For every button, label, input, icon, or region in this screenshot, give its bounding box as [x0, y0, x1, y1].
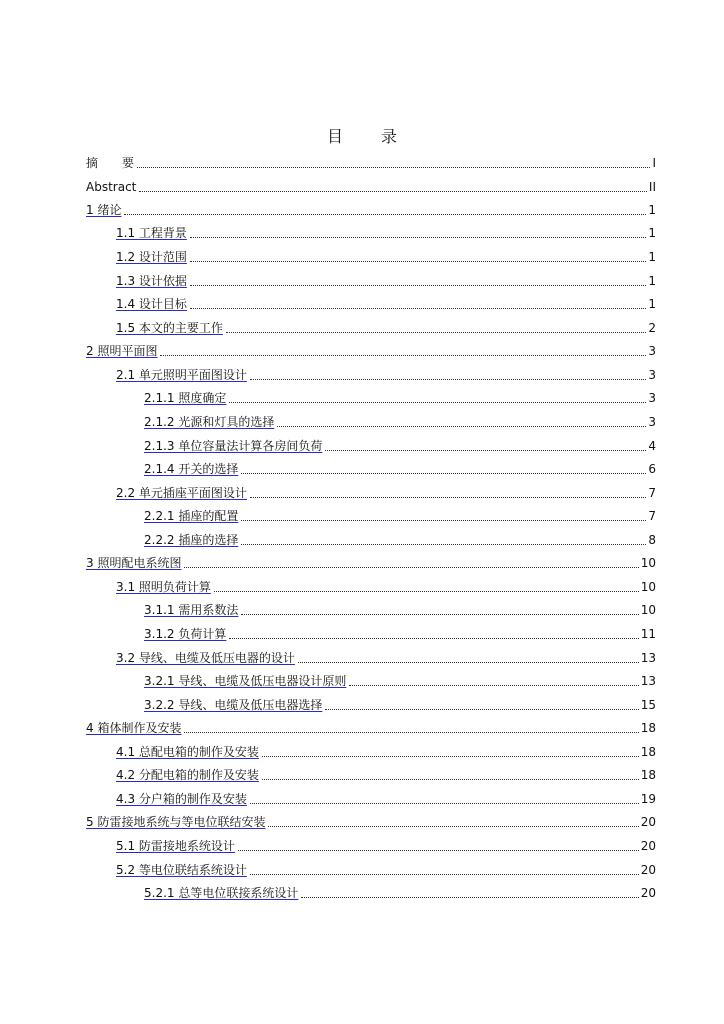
dot-leader	[325, 708, 638, 710]
dot-leader	[250, 378, 646, 380]
toc-entry-label: 2.2 单元插座平面图设计	[116, 486, 247, 500]
toc-entry-page: 18	[640, 768, 656, 782]
toc-entry-label: 1.2 设计范围	[116, 250, 187, 264]
toc-entry-label: 2.2.1 插座的配置	[144, 509, 239, 523]
toc-entry-page: II	[648, 180, 656, 194]
toc-entry-label: 2 照明平面图	[86, 344, 158, 358]
dot-leader	[277, 425, 646, 427]
toc-entry-page: 1	[648, 226, 656, 240]
toc-entry-page: 3	[648, 391, 656, 405]
toc-entry-4[interactable]	[86, 716, 656, 736]
toc-entry-4-3[interactable]	[116, 787, 656, 807]
dot-leader	[241, 613, 638, 615]
toc-entry-label: 4 箱体制作及安装	[86, 721, 182, 735]
toc-entry-label: 2.1.1 照度确定	[144, 391, 227, 405]
dot-leader	[238, 849, 639, 851]
toc-title-char-2: 录	[381, 127, 398, 146]
toc-title-char-1: 目	[326, 127, 343, 146]
toc-entry-label: 3.2.1 导线、电缆及低压电器设计原则	[144, 674, 347, 688]
toc-entry-label: 4.2 分配电箱的制作及安装	[116, 768, 259, 782]
toc-entry-2-1-3[interactable]	[144, 434, 656, 454]
toc-entry-3-1-2[interactable]	[144, 622, 656, 642]
toc-entry-abstract-en[interactable]	[86, 175, 656, 195]
toc-entry-page: 20	[640, 886, 656, 900]
toc-entry-2-1[interactable]	[116, 363, 656, 383]
toc-entry-2[interactable]	[86, 339, 656, 359]
toc-entry-page: 18	[640, 721, 656, 735]
toc-entry-page: 19	[640, 792, 656, 806]
toc-entry-page: 10	[640, 556, 656, 570]
toc-entry-label: 2.1.4 开关的选择	[144, 462, 239, 476]
dot-leader	[250, 873, 639, 875]
toc-entry-page: 11	[640, 627, 656, 641]
toc-entry-label: 3.1.2 负荷计算	[144, 627, 227, 641]
toc-entry-1-2[interactable]	[116, 245, 656, 265]
toc-entry-abstract-cn[interactable]	[86, 151, 656, 171]
toc-entry-2-2[interactable]	[116, 481, 656, 501]
dot-leader	[139, 190, 647, 192]
toc-entry-label: 3.1 照明负荷计算	[116, 580, 211, 594]
dot-leader	[137, 166, 650, 168]
toc-entry-label: 5.1 防雷接地系统设计	[116, 839, 235, 853]
toc-entry-label: 1.5 本文的主要工作	[116, 321, 223, 335]
toc-entry-label: 1 绪论	[86, 203, 122, 217]
dot-leader	[325, 449, 646, 451]
toc-entry-3-1[interactable]	[116, 575, 656, 595]
toc-entry-5-1[interactable]	[116, 834, 656, 854]
dot-leader	[241, 472, 646, 474]
toc-entry-page: 3	[648, 344, 656, 358]
toc-entry-page: 8	[648, 533, 656, 547]
dot-leader	[250, 802, 639, 804]
toc-entry-2-1-1[interactable]	[144, 386, 656, 406]
toc-entry-page: I	[652, 156, 656, 170]
dot-leader	[229, 637, 638, 639]
toc-entry-page: 10	[640, 580, 656, 594]
toc-entry-page: 13	[640, 674, 656, 688]
toc-entry-label: 摘 要	[86, 156, 135, 170]
dot-leader	[349, 684, 638, 686]
dot-leader	[301, 896, 638, 898]
dot-leader	[250, 496, 646, 498]
toc-entry-1-3[interactable]	[116, 269, 656, 289]
toc-entry-page: 7	[648, 486, 656, 500]
toc-entry-3[interactable]	[86, 551, 656, 571]
toc-entry-page: 1	[648, 250, 656, 264]
toc-entry-label: 2.2.2 插座的选择	[144, 533, 239, 547]
toc-entry-5[interactable]	[86, 810, 656, 830]
toc-entry-5-2-1[interactable]	[144, 881, 656, 901]
toc-entry-label: 1.1 工程背景	[116, 226, 187, 240]
dot-leader	[190, 284, 646, 286]
toc-entry-page: 2	[648, 321, 656, 335]
toc-entry-label: 3.1.1 需用系数法	[144, 603, 239, 617]
toc-entry-4-2[interactable]	[116, 763, 656, 783]
toc-entry-label: 2.1 单元照明平面图设计	[116, 368, 247, 382]
toc-entry-label: 2.1.2 光源和灯具的选择	[144, 415, 275, 429]
toc-entry-page: 15	[640, 698, 656, 712]
dot-leader	[214, 590, 639, 592]
dot-leader	[241, 519, 646, 521]
toc-entry-3-2-2[interactable]	[144, 693, 656, 713]
toc-entry-page: 7	[648, 509, 656, 523]
toc-entry-1[interactable]	[86, 198, 656, 218]
toc-entry-3-2[interactable]	[116, 646, 656, 666]
toc-entry-1-4[interactable]	[116, 292, 656, 312]
toc-entry-label: 3 照明配电系统图	[86, 556, 182, 570]
dot-leader	[298, 661, 639, 663]
toc-entry-label: 3.2 导线、电缆及低压电器的设计	[116, 651, 295, 665]
dot-leader	[268, 825, 638, 827]
dot-leader	[262, 755, 639, 757]
dot-leader	[184, 566, 638, 568]
toc-entry-1-1[interactable]	[116, 221, 656, 241]
dot-leader	[160, 354, 646, 356]
toc-entry-page: 10	[640, 603, 656, 617]
toc-entry-page: 3	[648, 415, 656, 429]
dot-leader	[124, 213, 646, 215]
dot-leader	[184, 731, 638, 733]
toc-entry-page: 20	[640, 839, 656, 853]
toc-entry-label: 2.1.3 单位容量法计算各房间负荷	[144, 439, 323, 453]
toc-entry-label: 3.2.2 导线、电缆及低压电器选择	[144, 698, 323, 712]
dot-leader	[190, 307, 646, 309]
toc-entry-2-2-2[interactable]	[144, 528, 656, 548]
toc-entry-label: 1.3 设计依据	[116, 274, 187, 288]
toc-entry-1-5[interactable]	[116, 316, 656, 336]
toc-entry-label: 5.2.1 总等电位联接系统设计	[144, 886, 299, 900]
dot-leader	[262, 778, 639, 780]
toc-entry-2-2-1[interactable]	[144, 504, 656, 524]
toc-entry-label: Abstract	[86, 180, 137, 194]
toc-title	[0, 124, 724, 147]
toc-entry-label: 1.4 设计目标	[116, 297, 187, 311]
toc-entry-page: 4	[648, 439, 656, 453]
toc-entry-page: 1	[648, 297, 656, 311]
toc-entry-page: 1	[648, 274, 656, 288]
toc-entry-page: 1	[648, 203, 656, 217]
dot-leader	[226, 331, 646, 333]
dot-leader	[241, 543, 646, 545]
toc-entry-3-2-1[interactable]	[144, 669, 656, 689]
toc-entry-2-1-4[interactable]	[144, 457, 656, 477]
toc-entry-page: 6	[648, 462, 656, 476]
toc-entry-label: 5.2 等电位联结系统设计	[116, 863, 247, 877]
dot-leader	[190, 236, 646, 238]
toc-entry-label: 4.1 总配电箱的制作及安装	[116, 745, 259, 759]
toc-entry-page: 20	[640, 863, 656, 877]
toc-entry-page: 18	[640, 745, 656, 759]
toc-entry-page: 13	[640, 651, 656, 665]
toc-entry-4-1[interactable]	[116, 740, 656, 760]
toc-entry-page: 3	[648, 368, 656, 382]
toc-entry-label: 5 防雷接地系统与等电位联结安装	[86, 815, 266, 829]
dot-leader	[190, 260, 646, 262]
dot-leader	[229, 401, 646, 403]
toc-entry-label: 4.3 分户箱的制作及安装	[116, 792, 247, 806]
toc-entry-2-1-2[interactable]	[144, 410, 656, 430]
toc-entry-5-2[interactable]	[116, 858, 656, 878]
toc-entry-3-1-1[interactable]	[144, 598, 656, 618]
toc-entry-page: 20	[640, 815, 656, 829]
